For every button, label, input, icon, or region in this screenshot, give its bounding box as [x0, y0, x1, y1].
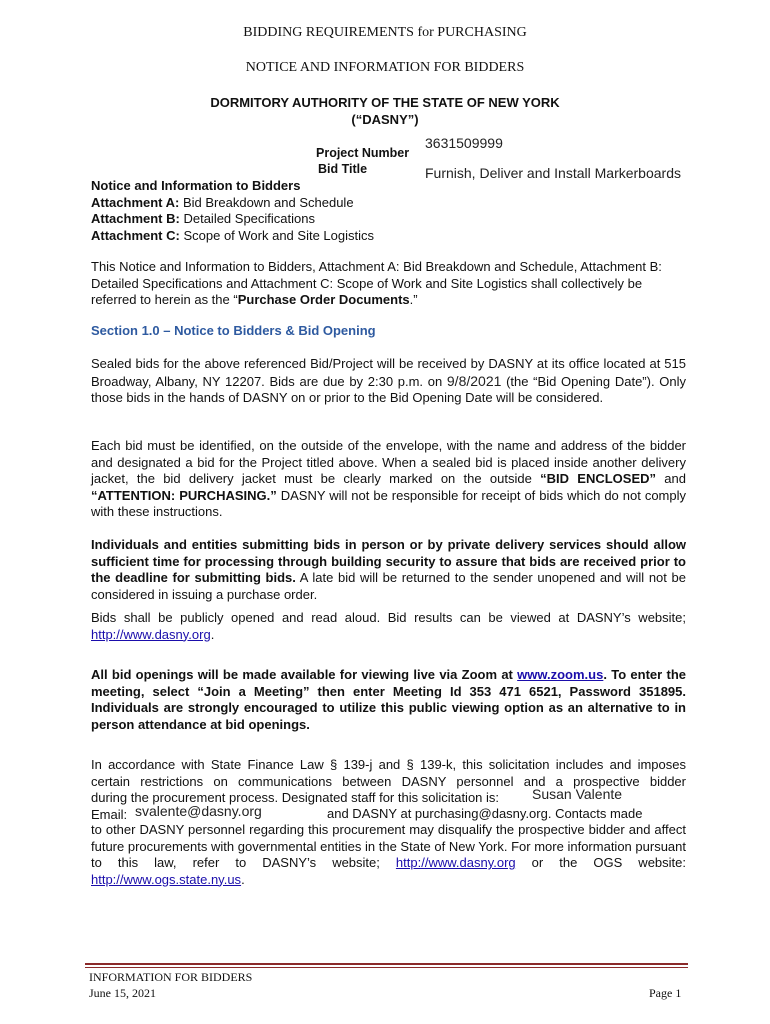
- document-subtitle: NOTICE AND INFORMATION FOR BIDDERS: [245, 60, 525, 75]
- footer-rule-top: [85, 963, 688, 965]
- procurement-line-1: In accordance with State Finance Law § 139-j and § 139-k, this solicitation includes and imposes: [91, 757, 686, 772]
- project-number-label: Project Number: [316, 146, 410, 160]
- bid-title-value: Furnish, Deliver and Install Markerboards: [425, 165, 681, 181]
- page-number: Page 1: [649, 986, 682, 1000]
- intro-paragraph: This Notice and Information to Bidders, Attachment A: Bid Breakdown and Schedule, Attachment B: Detailed Specifications and Attachment C: Scope of Work and Site Logistics shall collectively be referred to herein as the “Purchase Order Documents.”: [91, 259, 662, 307]
- org-name: DORMITORY AUTHORITY OF THE STATE OF NEW YORK: [210, 95, 560, 110]
- contents-notice: Notice and Information to Bidders: [91, 178, 301, 193]
- contents-attachment-c: Attachment C: Scope of Work and Site Logistics: [91, 227, 374, 243]
- document-title: BIDDING REQUIREMENTS for PURCHASING: [243, 25, 527, 40]
- footer-rule-bottom: [85, 967, 688, 968]
- contents-attachment-b: Attachment B: Detailed Specifications: [91, 211, 315, 226]
- procurement-rest: to other DASNY personnel regarding this procurement may disqualify the prospective bidder and affect future procurements with governmental entities in the State of New York. For more information pursuant to this law, refer to DASNY’s website; http://www.dasny.org or the OGS website: http://www.ogs.state.ny.us.: [91, 822, 686, 887]
- email-label: Email:: [91, 807, 128, 822]
- ogs-website-link[interactable]: http://www.ogs.state.ny.us: [91, 871, 242, 887]
- bid-title-label: Bid Title: [318, 162, 368, 176]
- bid-opening-date: 9/8/2021: [446, 372, 502, 389]
- org-abbrev: (“DASNY”): [351, 112, 419, 127]
- procurement-line-3: during the procurement process. Designated staff for this solicitation is:: [91, 790, 500, 805]
- staff-email: svalente@dasny.org: [135, 803, 262, 819]
- contents-list: [91, 178, 374, 244]
- zoom-link[interactable]: www.zoom.us: [517, 667, 604, 682]
- project-number-value: 3631509999: [425, 135, 503, 151]
- results-paragraph: Bids shall be publicly opened and read aloud. Bid results can be viewed at DASNY’s website; http://www.dasny.org.: [91, 610, 686, 642]
- zoom-paragraph: All bid openings will be made available for viewing live via Zoom at www.zoom.us. To enter the meeting, select “Join a Meeting” then enter Meeting Id 353 471 6521, Password 351895. Individuals are strongly encouraged to utilize this public viewing option as an alternative to in person attendance at bid openings.: [91, 667, 686, 732]
- footer-doc-title: INFORMATION FOR BIDDERS: [89, 970, 253, 984]
- staff-name: Susan Valente: [532, 786, 623, 802]
- security-paragraph: Individuals and entities submitting bids in person or by private delivery services should allow sufficient time for processing through building security to assure that bids are received prior to the deadline for submitting bids. A late bid will be returned to the sender unopened and will not be considered in issuing a purchase order.: [91, 537, 686, 602]
- procurement-line-2: certain restrictions on communications between DASNY personnel and a prospective bidder: [91, 773, 686, 789]
- dasny-website-link[interactable]: http://www.dasny.org: [395, 855, 516, 870]
- envelope-paragraph: Each bid must be identified, on the outside of the envelope, with the name and address of the bidder and designated a bid for the Project titled above. When a sealed bid is placed inside another delivery jacket, the bid delivery jacket must be clearly marked on the outside “BID ENCLOSED” and “ATTENTION: PURCHASING.” DASNY will not be responsible for receipt of bids which do not comply with these instructions.: [91, 438, 686, 519]
- footer-date: June 15, 2021: [89, 986, 156, 1000]
- dasny-link[interactable]: http://www.dasny.org: [91, 626, 211, 642]
- procurement-line-4: and DASNY at purchasing@dasny.org. Contacts made: [327, 806, 643, 821]
- contents-attachment-a: Attachment A: Bid Breakdown and Schedule: [91, 194, 354, 210]
- section-1-heading: Section 1.0 – Notice to Bidders & Bid Opening: [91, 323, 376, 338]
- bid-opening-paragraph: Sealed bids for the above referenced Bid/Project will be received by DASNY at its office located at 515 Broadway, Albany, NY 12207. Bids are due by 2:30 p.m. on 9/8/2021 (the “Bid Opening Date”). Only those bids in the hands of DASNY on or prior to the Bid Opening Date will be considered.: [91, 356, 686, 405]
